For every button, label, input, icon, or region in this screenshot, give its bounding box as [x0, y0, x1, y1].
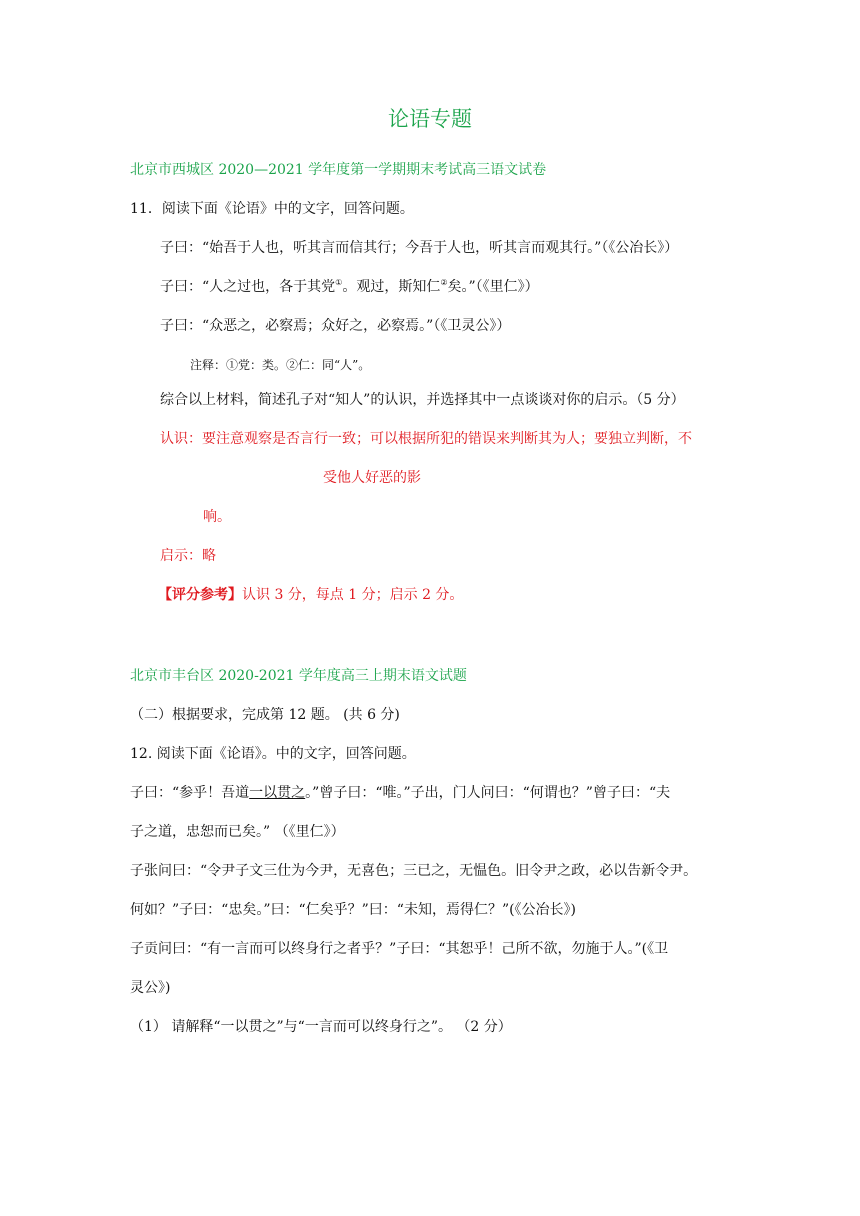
footnote-marker-2: ② [440, 278, 448, 287]
section2-source: 北京市丰台区 2020-2021 学年度高三上期末语文试题 [130, 668, 467, 684]
passage-2-line-2: 何如？”子曰：“忠矣。”曰：“仁矣乎？”曰：“未知，焉得仁？”(《公冶长》) [130, 902, 577, 918]
passage-1-line-2: 子之道，忠恕而已矣。” （《里仁》） [130, 824, 345, 840]
underlined-phrase: 一以贯之 [249, 785, 306, 801]
page-title: 论语专题 [388, 107, 472, 131]
footnote-marker-1: ① [335, 278, 343, 287]
passage-3-line-2: 灵公》) [130, 980, 171, 996]
question-12: 12. 阅读下面《论语》。中的文字，回答问题。 [130, 746, 416, 762]
quote-weilinggong: 子曰：“众恶之，必察焉；众好之，必察焉。”（《卫灵公》） [160, 318, 511, 334]
passage-1-part-a: 子曰：“参乎！吾道 [130, 785, 250, 801]
sub-question-1: （1） 请解释“一以贯之”与“一言而可以终身行之”。 （2 分） [130, 1019, 512, 1035]
quote-liren [160, 277, 539, 297]
answer-line-1: 认识：要注意观察是否言行一致；可以根据所犯的错误来判断其为人；要独立判断，不 [160, 431, 692, 447]
answer-line-2: 受他人好恶的影 [323, 470, 421, 486]
passage-2-line-1: 子张问曰：“令尹子文三仕为今尹，无喜色；三已之，无愠色。旧令尹之政，必以告新令尹。 [130, 863, 698, 879]
section2-instruction: （二）根据要求，完成第 12 题。 (共 6 分) [130, 707, 400, 723]
quote-liren-part-b: 。观过，斯知仁 [342, 279, 441, 295]
passage-1-line-1 [130, 783, 670, 803]
passage-3-line-1: 子贡问曰：“有一言而可以终身行之者乎？”子曰：“其恕乎！己所不欲，勿施于人。”(《卫 [130, 941, 669, 957]
quote-liren-part-c: 矣。”（《里仁》） [447, 279, 539, 295]
inspiration-answer: 启示：略 [160, 548, 216, 564]
question-11: 11．阅读下面《论语》中的文字，回答问题。 [130, 201, 414, 217]
quote-liren-part-a: 子曰：“人之过也，各于其党 [160, 279, 336, 295]
scoring-text: 认识 3 分，每点 1 分；启示 2 分。 [242, 587, 464, 603]
quote-gongyechang: 子曰：“始吾于人也，听其言而信其行；今吾于人也，听其言而观其行。”（《公冶长》） [160, 240, 679, 256]
passage-1-part-b: 。”曾子曰：“唯。”子出，门人问曰：“何谓也？”曾子曰：“夫 [305, 785, 671, 801]
scoring-reference [158, 585, 463, 605]
annotation-note: 注释：①党：类。②仁：同“人”。 [190, 358, 371, 372]
scoring-bracket: 【评分参考】 [158, 587, 242, 603]
section1-source: 北京市西城区 2020—2021 学年度第一学期期末考试高三语文试卷 [130, 162, 547, 178]
question-prompt: 综合以上材料，简述孔子对“知人”的认识，并选择其中一点谈谈对你的启示。（5 分） [160, 392, 685, 408]
answer-line-3: 响。 [203, 509, 231, 525]
